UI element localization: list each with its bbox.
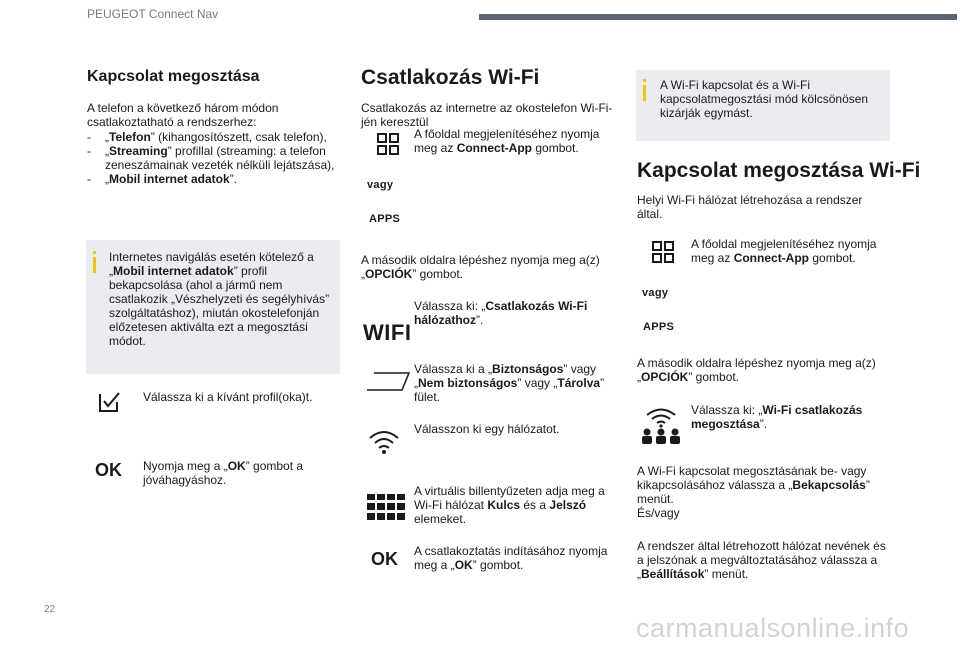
step-connect-app: A főoldal megjelenítéséhez nyomja meg az Connect-App gombot. — [691, 237, 877, 265]
ok-icon: OK — [371, 549, 398, 569]
info-icon-bar — [93, 257, 96, 273]
step-toggle-sharing: A Wi-Fi kapcsolat megosztásának be- vagy kikapcsolásához válassza a „Bekapcsolás” menüt. És/vagy — [637, 464, 870, 520]
list-item: - „Streaming” profillal (streaming: a telefon zeneszámainak vezeték nélküli lejátszása), — [87, 144, 335, 172]
apps-button-label: APPS — [643, 321, 675, 333]
connect-app-icon — [376, 132, 400, 156]
wifi-signal-icon — [368, 429, 400, 455]
wifi-share-icon — [641, 405, 681, 445]
step-connect-app: A főoldal megjelenítéséhez nyomja meg az Connect-App gombot. — [414, 127, 600, 155]
step-confirm-ok: Nyomja meg a „OK” gombot a jóváhagyáshoz. — [143, 459, 304, 487]
step-rename: A rendszer által létrehozott hálózat nevének és a jelszónak a megváltoztatásához válassza a „Beállítások” menüt. — [637, 539, 886, 581]
col2-intro: Csatlakozás az internetre az okostelefon Wi-Fi-jén keresztül — [361, 101, 613, 129]
section-heading-wifi: Csatlakozás Wi-Fi — [361, 66, 540, 89]
connect-app-icon — [651, 240, 675, 264]
page-number: 22 — [44, 604, 56, 615]
step-select-wifi: Válassza ki: „Csatlakozás Wi-Fi hálózathoz”. — [414, 299, 588, 327]
step-select-tab: Válassza ki a „Biztonságos” vagy „Nem biztonságos” vagy „Tárolva” fület. — [414, 362, 605, 404]
profile-list — [87, 130, 339, 186]
step-options: A második oldalra lépéshez nyomja meg a(z) „OPCIÓK” gombot. — [637, 356, 876, 384]
apps-button-label: APPS — [369, 213, 401, 225]
running-header: PEUGEOT Connect Nav — [87, 7, 219, 21]
step-options: A második oldalra lépéshez nyomja meg a(z) „OPCIÓK” gombot. — [361, 253, 600, 281]
list-item: - „Telefon” (kihangosítószett, csak telefon), — [87, 130, 327, 144]
checkbox-icon — [98, 390, 122, 414]
or-label: vagy — [642, 287, 669, 299]
col3-intro: Helyi Wi-Fi hálózat létrehozása a rendszer által. — [637, 193, 863, 221]
keyboard-icon — [367, 494, 405, 520]
header-bar — [479, 14, 957, 20]
list-item: - „Mobil internet adatok”. — [87, 172, 238, 186]
section-heading-hotspot: Kapcsolat megosztása Wi-Fi — [637, 159, 921, 182]
or-label: vagy — [367, 179, 394, 191]
section-heading-sharing: Kapcsolat megosztása — [87, 68, 260, 85]
info-icon-bar — [643, 85, 646, 101]
info-note-text: A Wi-Fi kapcsolat és a Wi-Fi kapcsolatmegosztási mód kölcsönösen kizárják egymást. — [660, 78, 869, 120]
col1-intro: A telefon a következő három módon csatlakoztatható a rendszerhez: — [87, 101, 279, 129]
ok-icon: OK — [95, 460, 122, 480]
info-icon — [93, 251, 96, 254]
info-icon — [643, 79, 646, 82]
wifi-label: WIFI — [363, 320, 412, 345]
watermark: carmanualsonline.info — [636, 613, 910, 643]
step-select-hotspot: Válassza ki: „Wi-Fi csatlakozás megosztása”. — [691, 403, 863, 431]
step-connect-ok: A csatlakoztatás indításához nyomja meg a „OK” gombot. — [414, 544, 608, 572]
step-select-network: Válasszon ki egy hálózatot. — [414, 422, 560, 436]
step-enter-key: A virtuális billentyűzeten adja meg a Wi-Fi hálózat Kulcs és a Jelszó elemeket. — [414, 484, 605, 526]
step-select-profiles: Válassza ki a kívánt profil(oka)t. — [143, 390, 313, 404]
info-note-text: Internetes navigálás esetén kötelező a „Mobil internet adatok” profil bekapcsolása (ahol a jármű nem csatlakozik „Vészhelyzeti és segélyhívás” szolgáltatáshoz), miután okostelefonján előzetesen aktiválta ezt a megosztási módot. — [109, 250, 330, 348]
tab-icon — [366, 370, 410, 392]
